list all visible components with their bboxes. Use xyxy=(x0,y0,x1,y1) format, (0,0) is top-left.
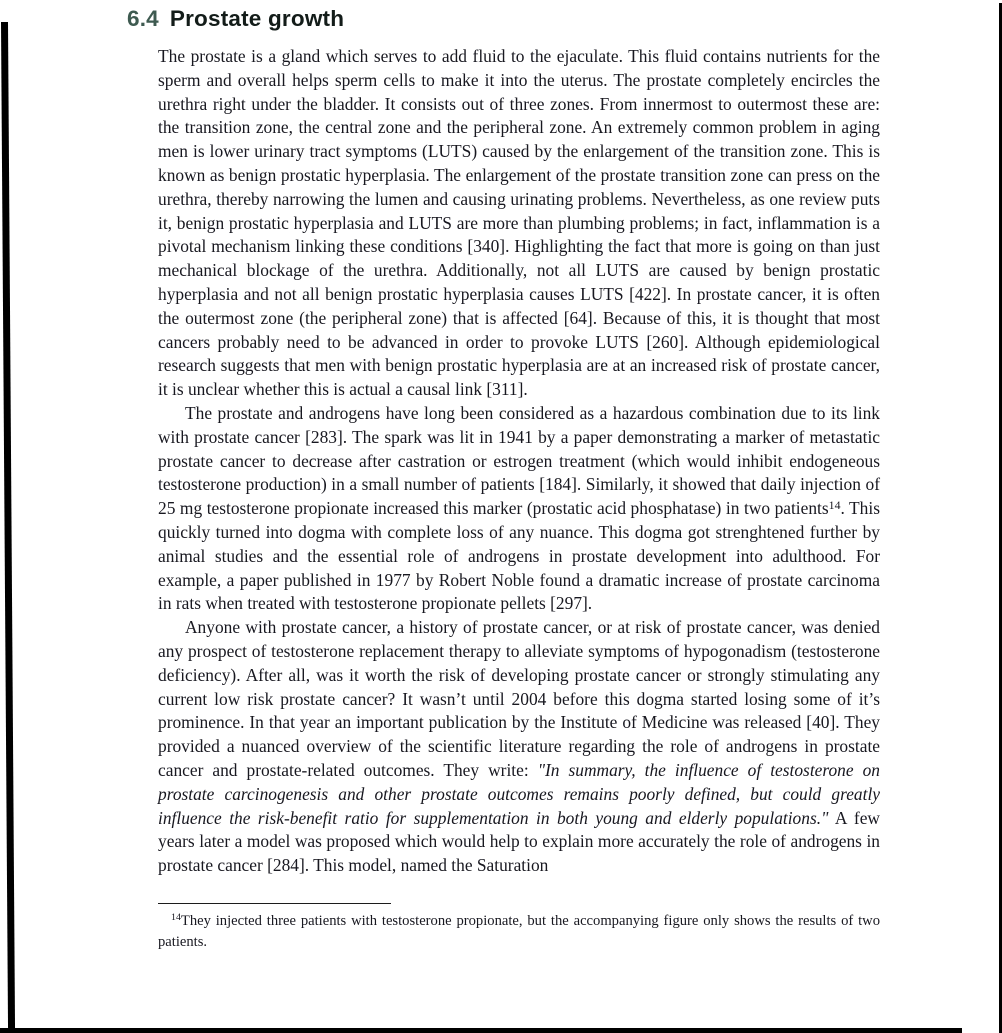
footnote-area xyxy=(158,903,880,953)
paragraph-2-text: The prostate and androgens have long been considered as a hazardous combination due to its link with prostate cancer [283]. The spark was lit in 1941 by a paper demonstrating a marker of metastatic prostate cancer to decrease after castration or estrogen treatment (which would inhibit endogeneous testosterone production) in a small number of patients [184]. Similarly, it showed that daily injection of 25 mg testosterone propionate increased this marker (prostatic acid phosphatase) in two patients xyxy=(158,402,880,519)
footnote-separator-rule xyxy=(158,903,391,904)
section-heading xyxy=(127,6,880,32)
body-text xyxy=(158,45,880,878)
footnote-marker: 14 xyxy=(171,912,181,924)
page-content xyxy=(127,6,881,953)
section-title: Prostate growth xyxy=(169,6,345,31)
blockquote-italic: "In summary, the influence of testosterone on prostate carcinogenesis and other prostate outcomes remains poorly defined, but could greatly influence the risk-benefit ratio for supplementation in both young and elderly populations." xyxy=(158,759,881,828)
paragraph-2 xyxy=(158,402,880,616)
section-number: 6.4 xyxy=(127,6,159,31)
footnote-14 xyxy=(158,911,880,953)
paragraph-2-text-continued: . This quickly turned into dogma with complete loss of any nuance. This dogma got strenghtened further by animal studies and the essential role of androgens in prostate development into adulthood. For example, a paper published in 1977 by Robert Noble found a dramatic increase of prostate carcinoma in rats when treated with testosterone propionate pellets [297]. xyxy=(158,498,880,614)
paragraph-3 xyxy=(158,616,880,878)
scan-edge-bottom xyxy=(0,1028,962,1033)
footnote-reference-14: 14 xyxy=(828,497,841,512)
paragraph-3-text: Anyone with prostate cancer, a history of prostate cancer, or at risk of prostate cancer, was denied any prospect of testosterone replacement therapy to alleviate symptoms of hypogonadism (testosterone deficiency). After all, was it worth the risk of developing prostate cancer or strongly stimulating any current low risk prostate cancer? It wasn’t until 2004 before this dogma started losing some of it’s prominence. In that year an important publication by the Institute of Medicine was released [40]. They provided a nuanced overview of the scientific literature regarding the role of androgens in prostate cancer and prostate-related outcomes. They write: xyxy=(158,617,880,780)
paragraph-1: The prostate is a gland which serves to add fluid to the ejaculate. This fluid contains nutrients for the sperm and overall helps sperm cells to make it into the uterus. The prostate completely encircles the urethra right under the bladder. It consists out of three zones. From innermost to outermost these are: the transition zone, the central zone and the peripheral zone. An extremely common problem in aging men is lower urinary tract symptoms (LUTS) caused by the enlargement of the transition zone. This is known as benign prostatic hyperplasia. The enlargement of the prostate transition zone can press on the urethra, thereby narrowing the lumen and causing urinating problems. Nevertheless, as one review puts it, benign prostatic hyperplasia and LUTS are more than plumbing problems; in fact, inflammation is a pivotal mechanism linking these conditions [340]. Highlighting the fact that more is going on than just mechanical blockage of the urethra. Additionally, not all LUTS are caused by benign prostatic hyperplasia and not all benign prostatic hyperplasia causes LUTS [422]. In prostate cancer, it is often the outermost zone (the peripheral zone) that is affected [64]. Because of this, it is thought that most cancers probably need to be advanced in order to provoke LUTS [260]. Although epidemiological research suggests that men with benign prostatic hyperplasia are at an increased risk of prostate cancer, it is unclear whether this is actual a causal link [311]. xyxy=(158,46,880,400)
scan-edge-left xyxy=(1,22,15,1033)
paragraph-3-text-continued: A few years later a model was proposed which would help to explain more accurately the role of androgens in prostate cancer [284]. This model, named the Saturation xyxy=(158,807,880,876)
footnote-text: They injected three patients with testosterone propionate, but the accompanying figure only shows the results of two patients. xyxy=(158,912,880,950)
